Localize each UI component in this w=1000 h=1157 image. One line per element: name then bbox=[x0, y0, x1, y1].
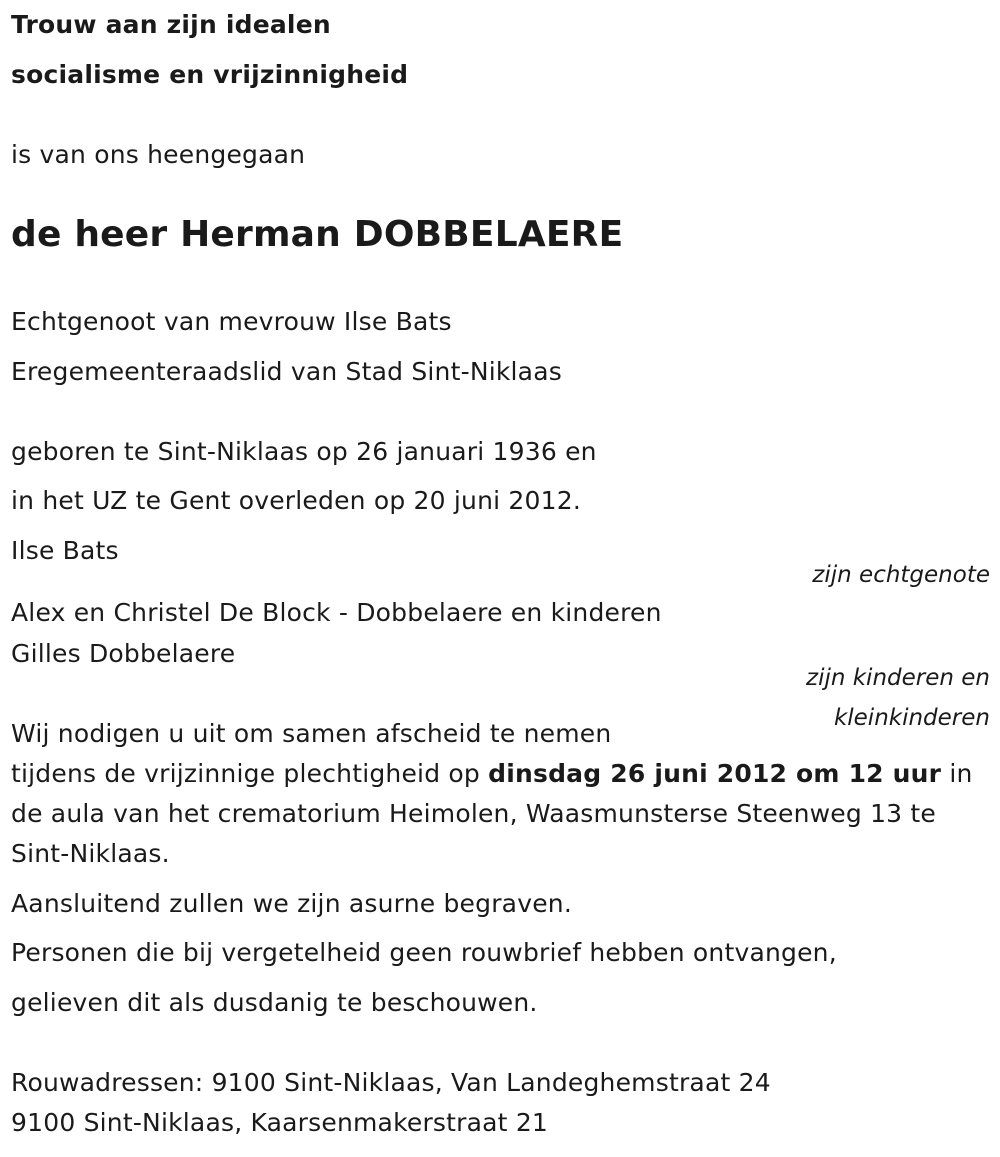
motto-line-1: Trouw aan zijn idealen bbox=[11, 10, 331, 39]
spouse-of-line: Echtgenoot van mevrouw Ilse Bats bbox=[11, 307, 452, 336]
spouse-role: zijn echtgenote bbox=[812, 562, 990, 588]
children-line-1: Alex en Christel De Block - Dobbelaere en kinderen bbox=[11, 598, 662, 627]
address-line-2: 9100 Sint-Niklaas, Kaarsenmakerstraat 21 bbox=[11, 1108, 549, 1137]
ceremony-datetime: dinsdag 26 juni 2012 om 12 uur bbox=[488, 759, 942, 788]
children-role-line-1: zijn kinderen en bbox=[806, 665, 990, 691]
address-line-1: Rouwadressen: 9100 Sint-Niklaas, Van Landeghemstraat 24 bbox=[11, 1068, 771, 1097]
children-line-2: Gilles Dobbelaere bbox=[11, 639, 236, 668]
burial-text: Aansluitend zullen we zijn asurne begraven. bbox=[11, 889, 572, 918]
invitation-paragraph bbox=[11, 754, 996, 874]
deceased-name: de heer Herman DOBBELAERE bbox=[11, 214, 624, 255]
honorary-title: Eregemeenteraadslid van Stad Sint-Niklaas bbox=[11, 357, 562, 386]
intro-text: is van ons heengegaan bbox=[11, 140, 306, 169]
children-role-line-2: kleinkinderen bbox=[833, 705, 990, 731]
invitation-prefix: tijdens de vrijzinnige plechtigheid op bbox=[11, 759, 489, 788]
invitation-suffix: in de aula van het crematorium Heimolen, Waasmunsterse Steenweg 13 te Sint-Niklaas. bbox=[11, 759, 973, 868]
motto-line-2: socialisme en vrijzinnigheid bbox=[11, 60, 409, 89]
notice-line-2: gelieven dit als dusdanig te beschouwen. bbox=[11, 988, 538, 1017]
spouse-name: Ilse Bats bbox=[11, 536, 119, 565]
invitation-line-1: Wij nodigen u uit om samen afscheid te nemen bbox=[11, 719, 612, 748]
death-line: in het UZ te Gent overleden op 20 juni 2012. bbox=[11, 486, 582, 515]
notice-line-1: Personen die bij vergetelheid geen rouwbrief hebben ontvangen, bbox=[11, 938, 837, 967]
birth-line: geboren te Sint-Niklaas op 26 januari 1936 en bbox=[11, 437, 597, 466]
